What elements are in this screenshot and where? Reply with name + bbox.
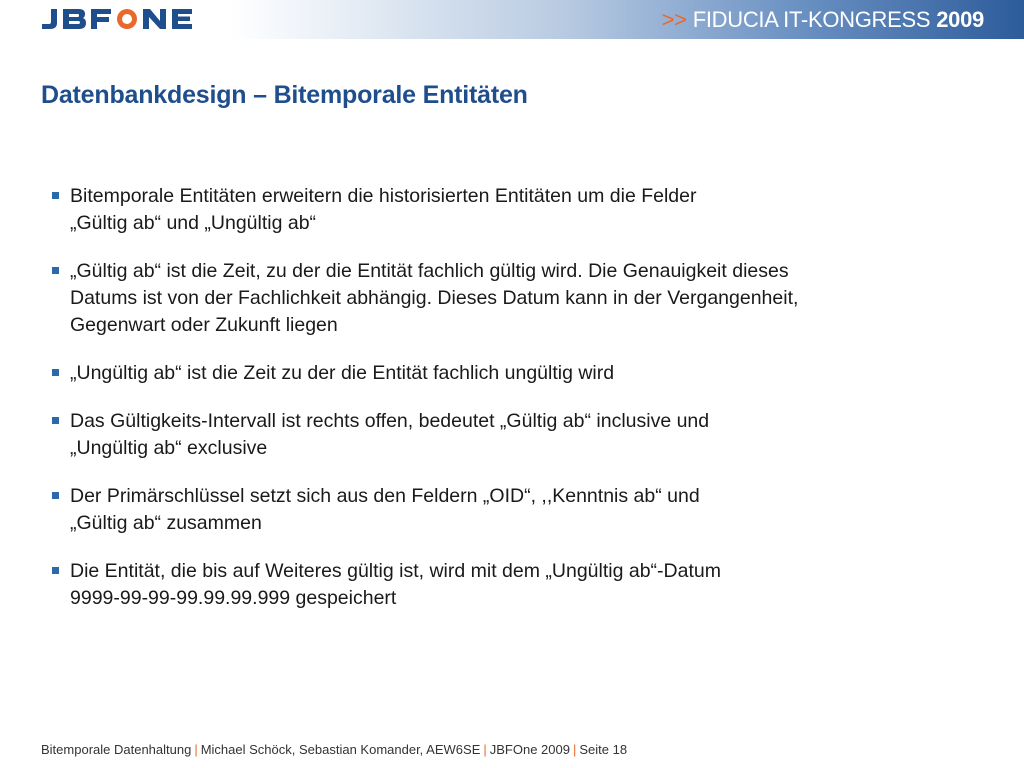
bullet-list [50,183,950,633]
congress-name: FIDUCIA IT-KONGRESS [692,7,931,32]
bullet-item [50,360,950,387]
jbfone-logo-mark [41,6,211,32]
bullet-text-line: „Ungültig ab“ exclusive [70,437,268,459]
bullet-text-line: „Gültig ab“ ist die Zeit, zu der die Entität fachlich gültig wird. Die Genauigkeit dieses [70,260,789,282]
bullet-text-line: Datums ist von der Fachlichkeit abhängig. Dieses Datum kann in der Vergangenheit, [70,287,799,309]
bullet-item [50,483,950,537]
bullet-item [50,183,950,237]
bullet-text-line: Bitemporale Entitäten erweitern die historisierten Entitäten um die Felder [70,185,697,207]
jbfone-logo [41,4,211,34]
footer-separator: | [572,742,577,757]
bullet-text-line: 9999-99-99-99.99.99.999 gespeichert [70,587,397,609]
footer-page: Seite 18 [579,742,628,757]
bullet-text-line: Der Primärschlüssel setzt sich aus den Feldern „OID“, ,,Kenntnis ab“ und [70,485,700,507]
bullet-text-line: „Gültig ab“ und „Ungültig ab“ [70,212,317,234]
footer-product: JBFOne 2009 [489,742,570,757]
congress-label [662,5,984,35]
footer-separator: | [483,742,487,757]
footer-separator: | [194,742,198,757]
bullet-item [50,258,950,339]
bullet-text-line: „Ungültig ab“ ist die Zeit zu der die Entität fachlich ungültig wird [70,362,615,384]
footer [41,742,627,757]
arrows-glyph: >> [661,7,687,32]
header-band [0,0,1024,39]
bullet-square-icon [52,567,59,574]
footer-topic: Bitemporale Datenhaltung [41,742,192,757]
bullet-square-icon [52,192,59,199]
bullet-square-icon [52,369,59,376]
bullet-item [50,558,950,612]
congress-year: 2009 [936,7,984,32]
bullet-text-line: Gegenwart oder Zukunft liegen [70,314,338,336]
bullet-square-icon [52,417,59,424]
bullet-text-line: Die Entität, die bis auf Weiteres gültig ist, wird mit dem „Ungültig ab“-Datum [70,560,721,582]
bullet-square-icon [52,492,59,499]
bullet-item [50,408,950,462]
bullet-text-line: Das Gültigkeits-Intervall ist rechts offen, bedeutet „Gültig ab“ inclusive und [70,410,710,432]
footer-authors: Michael Schöck, Sebastian Komander, AEW6SE [200,742,481,757]
bullet-text-line: „Gültig ab“ zusammen [70,512,262,534]
bullet-square-icon [52,267,59,274]
slide-title: Datenbankdesign – Bitemporale Entitäten [41,81,528,109]
